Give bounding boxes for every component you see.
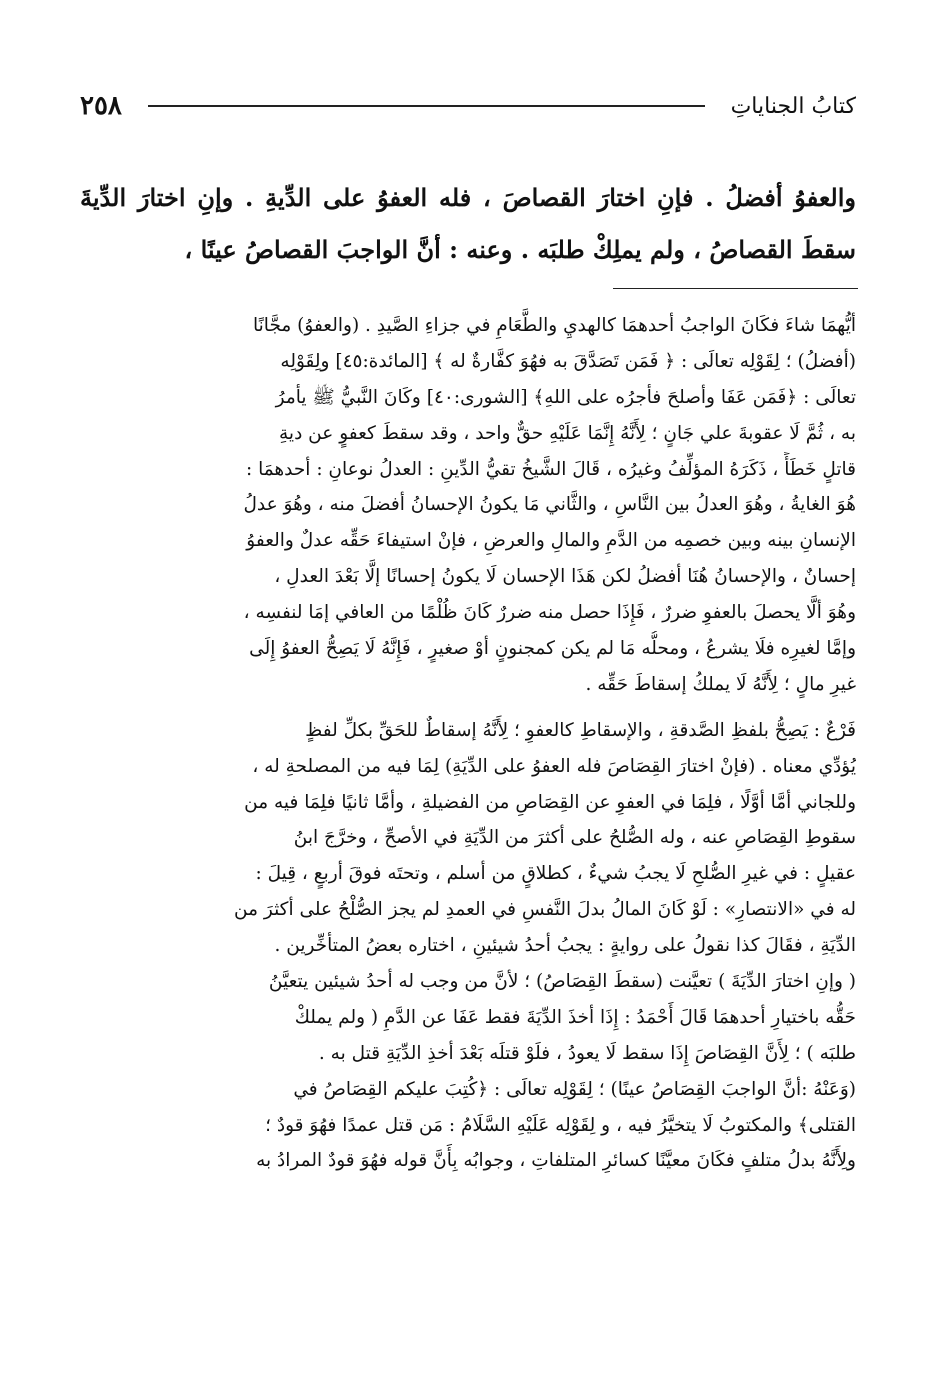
text-separator-rule xyxy=(613,288,858,289)
commentary-line: الإنسانِ بينه وبين خصمِه من الدَّمِ والمالِ والعرضِ ، فإنْ استيفاءَ حَقِّه عدلٌ والعفوُ xyxy=(246,530,856,552)
commentary-line: طلبَه ) ؛ لِأَنَّ القِصَاصَ إِذَا سقط لَا يعودُ ، فلَوْ قتلَه بَعْدَ أخذِ الدِّيَةِ قتل به . xyxy=(318,1042,856,1064)
commentary-line: الدِّيَةِ ، فقَالَ كذا نقولُ على روايةٍ : يجبُ أحدُ شيئينِ ، اختاره بعضُ المتأخِّرين . xyxy=(274,935,856,957)
commentary-line: سقوطِ القِصَاصِ عنه ، وله الصُّلحُ على أكثرَ من الدِّيَةِ في الأصحِّ ، وخرَّجَ ابنُ xyxy=(293,827,856,849)
commentary-line: (وَعَنْهُ :أنَّ الواجبَ القِصَاصُ عينًا) ؛ لِقَوْلِه تعالَى : ﴿كُتِبَ عليكم القِصَاصُ في xyxy=(293,1078,856,1100)
page-number: ٢٥٨ xyxy=(80,91,122,121)
commentary-line: قاتلٍ خَطَأً ، ذَكَرَهُ المؤلِّفُ وغيرُه ، قَالَ الشَّيخُ تقيُّ الدِّينِ : العدلُ نوعانِ : أحدهمَا : xyxy=(245,458,856,480)
commentary-line: إحسانٌ ، والإحسانُ هُنَا أفضلُ لكن هَذَا الإحسان لَا يكونُ إحسانًا إلَّا بَعْدَ العدلِ ، xyxy=(274,566,856,588)
page-header xyxy=(80,86,856,126)
commentary-line: (أفضلُ) ؛ لِقَوْلِه تعالَى : ﴿ فَمَن تَصَدَّقَ به فهُوَ كفَّارةٌ له ﴾ [المائدة:٤٥] ولِقَوْلِه xyxy=(280,350,856,372)
commentary-line: عقيلٍ : في غيرِ الصُّلحِ لَا يجبُ شيءٌ ، كطلاقٍ من أسلم ، وتحتَه فوقَ أربعٍ ، قِيلَ : xyxy=(255,863,856,885)
commentary-line: تعالَى : ﴿فَمَن عَفَا وأصلحَ فأجرُه على اللهِ﴾ [الشورى:٤٠] وكَانَ النَّبيُّ ﷺ يأمرُ xyxy=(275,386,856,408)
commentary-line: القتلى﴾ والمكتوبُ لَا يتخيَّرُ فيه ، و لِقَوْلِه عَلَيْهِ السَّلَامُ : مَن قتل عمدًا فهُوَ قودٌ ؛ xyxy=(265,1114,856,1136)
commentary-line: هُوَ الغايةُ ، وهُوَ العدلُ بين النَّاسِ ، والثَّاني مَا يكونُ الإحسانُ أفضلَ منه ، وهُوَ عدلُ xyxy=(243,494,856,516)
paragraph-gap xyxy=(80,703,856,713)
commentary-line: وهُوَ ألَّا يحصلَ بالعفوِ ضررٌ ، فَإِذَا حصل منه ضررٌ كَانَ ظُلْمًا من العافي إمَا لنفسِه ، xyxy=(243,602,856,624)
commentary-line: له في «الانتصارِ» : لَوْ كَانَ المالُ بدلَ النَّفسِ في العمدِ لم يجز الصُّلْحُ على أكثرَ من xyxy=(233,899,856,921)
commentary-line: به ، ثُمَّ لَا عقوبةَ علي جَانٍ ؛ لِأَنَّهُ إِنَّمَا عَلَيْهِ حقٌّ واحد ، وقد سقطَ كعفوٍ عن ديةِ xyxy=(279,422,856,444)
header-rule xyxy=(148,105,705,107)
commentary-line: أيُّهمَا شاءَ فكَانَ الواجبُ أحدهمَا كالهديِ والطَّعَامِ في جزاءِ الصَّيدِ . (والعفوُ) مجَّانًا xyxy=(253,315,856,336)
commentary-line: يُؤدِّي معناه . (فإنْ اختارَ القِصَاصَ فله العفوُ على الدِّيَةِ) لِمَا فيه من المصلحةِ له ، xyxy=(252,755,856,777)
running-title: كتابُ الجناياتِ xyxy=(730,93,856,119)
commentary-line: وللجاني أمَّا أوَّلًا ، فلِمَا في العفوِ عن القِصَاصِ من الفضيلةِ ، وأمَّا ثانيًا فلِمَا فيه من xyxy=(244,791,856,813)
commentary-line: فَرْعٌ : يَصِحُّ بلفظِ الصَّدقةِ ، والإسقاطِ كالعفوِ ؛ لِأَنَّهُ إسقاطٌ للحَقِّ بكلِّ لفظٍ xyxy=(305,719,856,741)
commentary-line: حَقُّه باختيارِ أحدهمَا قَالَ أَحْمَدُ : إِذَا أخذَ الدِّيَةَ فقط عَفَا عن الدَّمِ ( ولم يملكْ xyxy=(294,1006,856,1028)
commentary-line: ولِأَنَّهُ بدلُ متلفٍ فكَانَ معيَّنًا كسائرِ المتلفاتِ ، وجوابُه بِأَنَّ قوله فهُوَ قودٌ المرادُ به xyxy=(256,1150,856,1172)
commentary xyxy=(80,308,856,1179)
commentary-line: ( وإنِ اختارَ الدِّيَةَ ) تعيَّنت (سقطَ القِصَاصُ) ؛ لأنَّ من وجب له أحدُ شيئين يتعيَّنُ xyxy=(268,971,856,993)
commentary-line: غيرِ مالٍ ؛ لِأَنَّهُ لَا يملكُ إسقاطَ حَقِّه . xyxy=(585,673,856,695)
commentary-line: وإمَّا لغيرِه فلَا يشرعُ ، ومحلُّه مَا لم يكن كمجنونٍ أوْ صغيرٍ ، فَإِنَّهُ لَا يَصِحُّ العفوُ إِلَى xyxy=(249,638,856,660)
main-text: والعفوُ أفضلُ . فإنِ اختارَ القصاصَ ، فله العفوُ على الدِّيةِ . وإنِ اختارَ الدِّيةَ سقطَ القصاصُ ، ولم يملِكْ طلبَه . وعنه : أنَّ الواجبَ القصاصُ عينًا ، xyxy=(80,183,856,264)
